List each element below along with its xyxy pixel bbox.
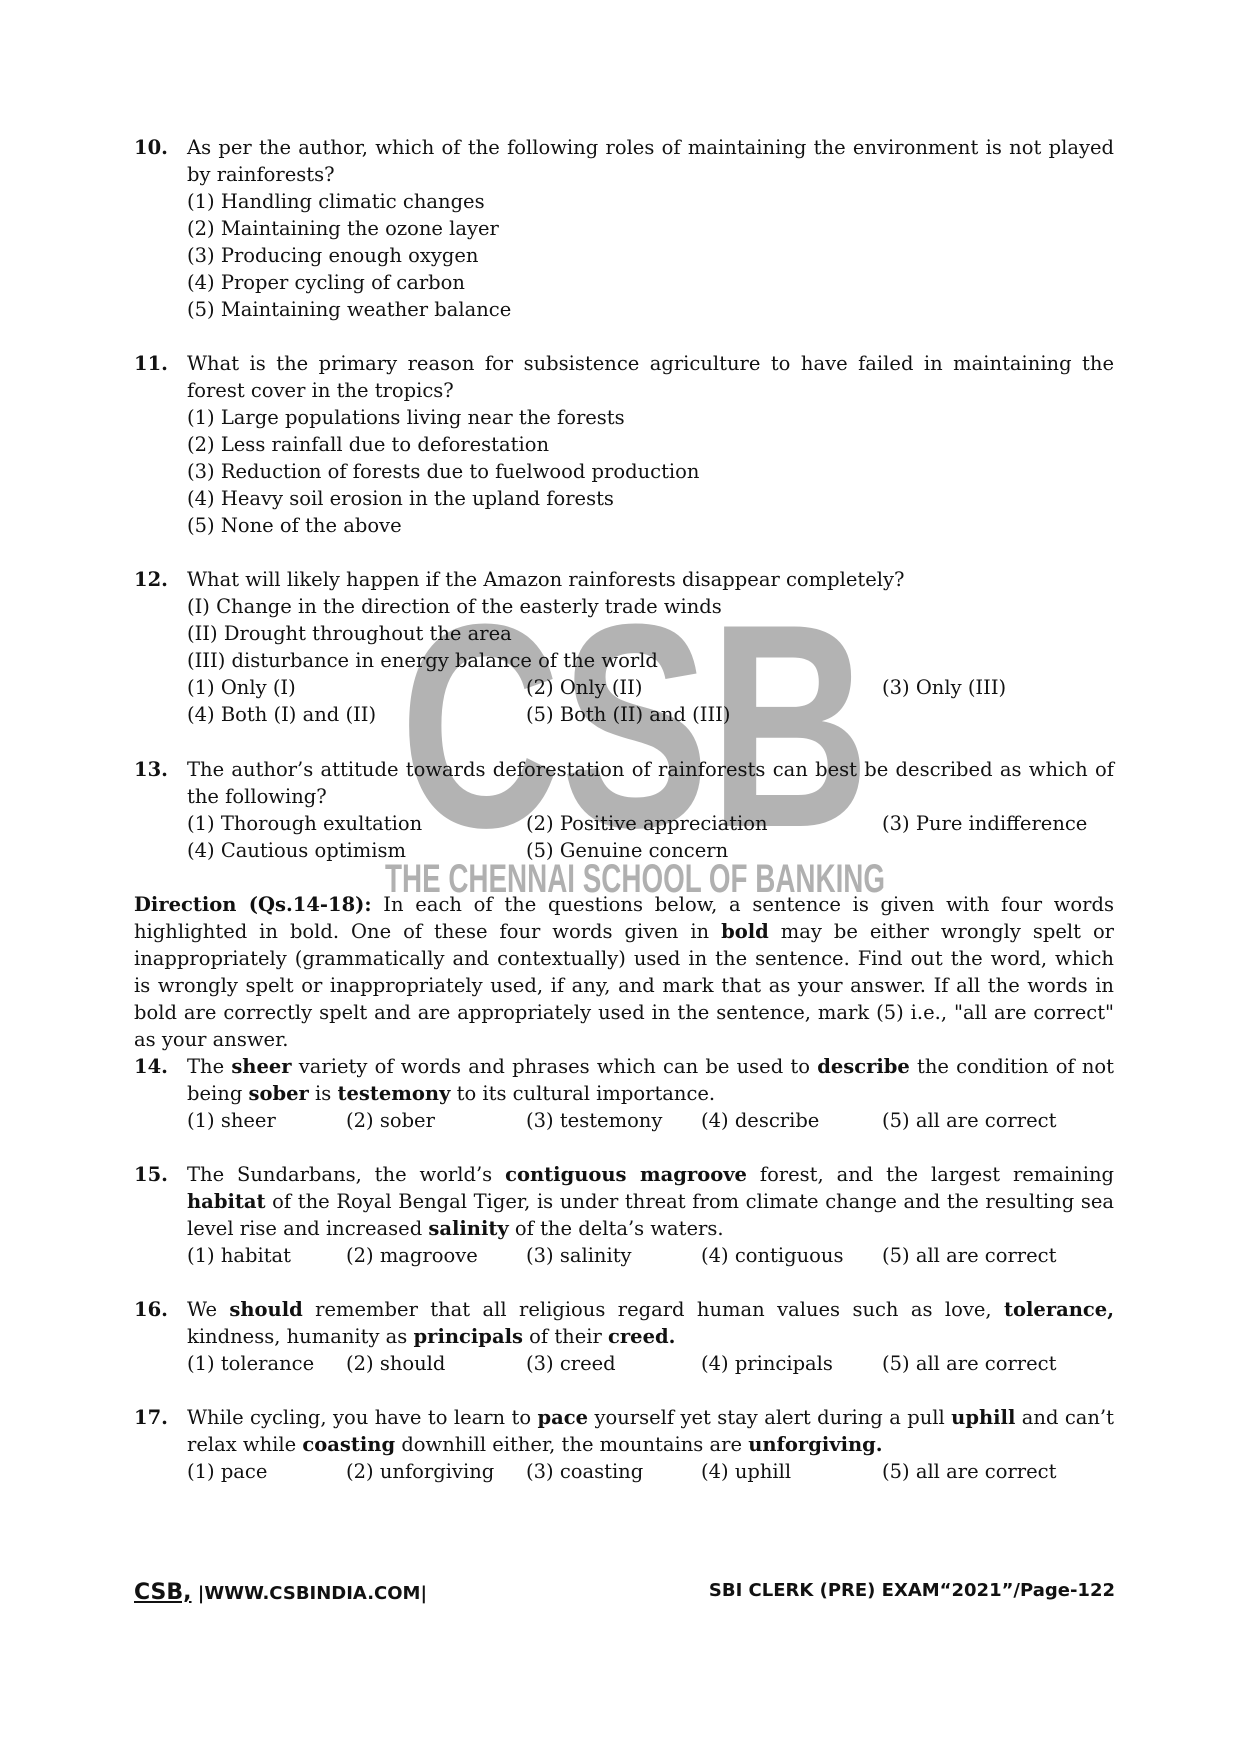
option-1[interactable]: (1) tolerance [187,1352,315,1375]
direction-paragraph [134,891,1114,1053]
option-1[interactable]: (1) habitat [187,1244,292,1267]
bold-word: unforgiving. [748,1433,883,1456]
bold-word: sheer [231,1055,292,1078]
option-2[interactable]: (2) magroove [346,1244,478,1267]
option-5[interactable]: (5) all are correct [882,1460,1057,1483]
bold-word: creed. [608,1325,676,1348]
footer-website-link[interactable]: |WWW.CSBINDIA.COM| [191,1583,428,1604]
question-text: What will likely happen if the Amazon rainforests disappear completely? [187,568,905,591]
question-13 [134,756,1114,864]
question-number: 16. [134,1298,168,1321]
option-5[interactable]: (5) all are correct [882,1352,1057,1375]
question-text: What is the primary reason for subsistence agriculture to have failed in maintaining the forest cover in the tropics? [187,352,1114,402]
question-15 [134,1161,1114,1269]
question-text: We should remember that all religious regard human values such as love, tolerance, kindness, humanity as principals of their creed. [187,1298,1114,1348]
question-number: 13. [134,758,168,781]
direction-text-1: In each of the questions below, a sentence is given with four words highlighted in bold. One of these four words given in [134,893,1114,943]
bold-word: testemony [337,1082,451,1105]
question-number: 17. [134,1406,168,1429]
question-text: While cycling, you have to learn to pace yourself yet stay alert during a pull uphill and can’t relax while coasting downhill either, the mountains are unforgiving. [187,1406,1114,1456]
question-text: The sheer variety of words and phrases which can be used to describe the condition of not being sober is testemony to its cultural importance. [187,1055,1114,1105]
watermark-logo-text: CSB [400,596,870,888]
footer-page-info: SBI CLERK (PRE) EXAM“2021”/Page-122 [708,1580,1115,1601]
option-4[interactable]: (4) Proper cycling of carbon [187,271,465,294]
question-12 [134,566,1114,728]
option-4[interactable]: (4) principals [701,1352,833,1375]
option-5[interactable]: (5) Both (II) and (III) [526,703,731,726]
question-text: The Sundarbans, the world’s contiguous magroove forest, and the largest remaining habitat of the Royal Bengal Tiger, is under threat from climate change and the resulting sea level rise and increased salinity of the delta’s waters. [187,1163,1114,1240]
option-3[interactable]: (3) Reduction of forests due to fuelwood production [187,460,700,483]
bold-word: describe [817,1055,910,1078]
option-3[interactable]: (3) testemony [526,1109,663,1132]
option-4[interactable]: (4) Heavy soil erosion in the upland forests [187,487,614,510]
option-3[interactable]: (3) Producing enough oxygen [187,244,479,267]
option-5[interactable]: (5) Maintaining weather balance [187,298,512,321]
bold-word: coasting [302,1433,396,1456]
option-3[interactable]: (3) salinity [526,1244,632,1267]
bold-word: habitat [187,1190,266,1213]
direction-text-2: may be either wrongly spelt or inappropriately (grammatically and contextually) used in the sentence. Find out the word, which is wrongly spelt or inappropriately used, if any, and mark that as your answer. If all the words in bold are correctly spelt and are appropriately used in the sentence, mark (5) i.e., "all are correct" as your answer. [134,920,1115,1051]
bold-word: salinity [428,1217,509,1240]
question-number: 14. [134,1055,168,1078]
question-16 [134,1296,1114,1377]
question-number: 15. [134,1163,168,1186]
bold-word: contiguous magroove [505,1163,747,1186]
bold-word: tolerance, [1004,1298,1114,1321]
question-10 [134,134,1114,323]
question-text: The author’s attitude towards deforestation of rainforests can best be described as which of the following? [187,758,1114,808]
option-1[interactable]: (1) Only (I) [187,676,296,699]
statement-1: (I) Change in the direction of the easterly trade winds [187,595,722,618]
option-1[interactable]: (1) Large populations living near the forests [187,406,625,429]
bold-word: principals [413,1325,523,1348]
statement-3: (III) disturbance in energy balance of the world [187,649,658,672]
watermark-tagline: THE CHENNAI SCHOOL OF BANKING [385,857,885,896]
option-4[interactable]: (4) uphill [701,1460,792,1483]
option-2[interactable]: (2) Only (II) [526,676,643,699]
question-text: As per the author, which of the following roles of maintaining the environment is not played by rainforests? [187,136,1114,186]
option-5[interactable]: (5) Genuine concern [526,839,729,862]
option-3[interactable]: (3) Pure indifference [882,812,1088,835]
question-number: 10. [134,136,168,159]
option-4[interactable]: (4) Cautious optimism [187,839,407,862]
statement-2: (II) Drought throughout the area [187,622,512,645]
option-5[interactable]: (5) None of the above [187,514,402,537]
bold-word: uphill [951,1406,1016,1429]
option-3[interactable]: (3) creed [526,1352,616,1375]
option-2[interactable]: (2) Maintaining the ozone layer [187,217,499,240]
option-2[interactable]: (2) Less rainfall due to deforestation [187,433,550,456]
question-17 [134,1404,1114,1485]
option-1[interactable]: (1) Handling climatic changes [187,190,485,213]
bold-word: should [229,1298,303,1321]
question-11 [134,350,1114,539]
question-number: 12. [134,568,168,591]
question-number: 11. [134,352,168,375]
option-2[interactable]: (2) should [346,1352,446,1375]
option-5[interactable]: (5) all are correct [882,1244,1057,1267]
option-3[interactable]: (3) Only (III) [882,676,1007,699]
question-14 [134,1053,1114,1134]
footer-brand: CSB, [134,1580,192,1605]
option-4[interactable]: (4) Both (I) and (II) [187,703,377,726]
option-1[interactable]: (1) Thorough exultation [187,812,423,835]
option-4[interactable]: (4) describe [701,1109,820,1132]
bold-word: pace [537,1406,589,1429]
direction-label: Direction (Qs.14-18): [134,893,372,916]
bold-word: sober [248,1082,309,1105]
option-3[interactable]: (3) coasting [526,1460,644,1483]
option-2[interactable]: (2) Positive appreciation [526,812,768,835]
option-1[interactable]: (1) sheer [187,1109,276,1132]
footer-left [134,1580,427,1605]
option-1[interactable]: (1) pace [187,1460,268,1483]
direction-bold-word: bold [721,920,769,943]
option-2[interactable]: (2) sober [346,1109,435,1132]
option-2[interactable]: (2) unforgiving [346,1460,495,1483]
option-4[interactable]: (4) contiguous [701,1244,844,1267]
option-5[interactable]: (5) all are correct [882,1109,1057,1132]
